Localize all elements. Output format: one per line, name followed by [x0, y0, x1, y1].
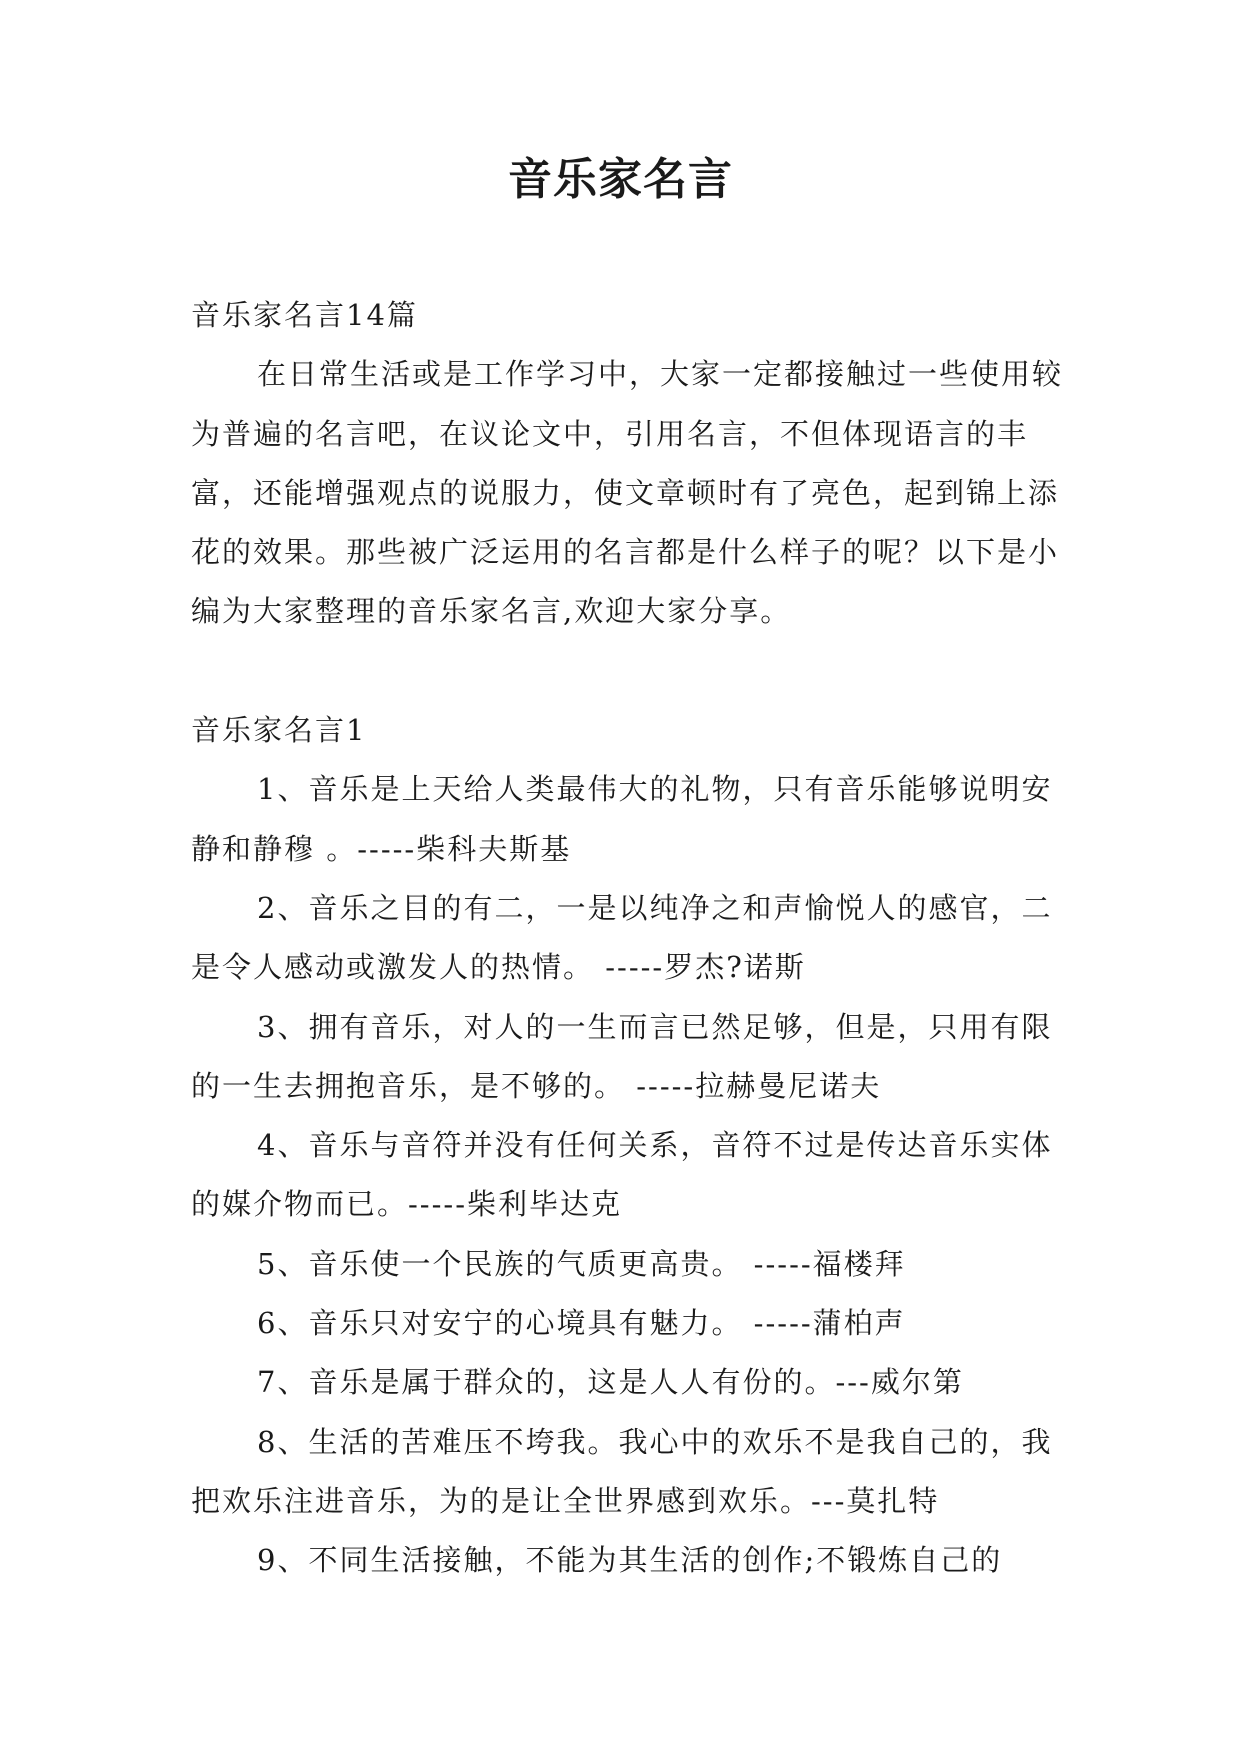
quote-paragraph: 4、音乐与音符并没有任何关系，音符不过是传达音乐实体的媒介物而已。-----柴利毕达克 [191, 1128, 1053, 1222]
quote-paragraph: 2、音乐之目的有二，一是以纯净之和声愉悦人的感官，二是令人感动或激发人的热情。 -----罗杰?诺斯 [191, 890, 1053, 985]
quote-paragraph: 6、音乐只对安宁的心境具有魅力。 -----蒲柏声 [257, 1306, 906, 1341]
quote-paragraph: 8、生活的苦难压不垮我。我心中的欢乐不是我自己的，我把欢乐注进音乐，为的是让全世界感到欢乐。---莫扎特 [191, 1424, 1053, 1518]
document-title: 音乐家名言 [508, 154, 733, 205]
intro-paragraph: 在日常生活或是工作学习中，大家一定都接触过一些使用较为普遍的名言吧，在议论文中，引用名言，不但体现语言的丰富，还能增强观点的说服力，使文章顿时有了亮色，起到锦上添花的效果。那些被广泛运用的名言都是什么样子的呢？以下是小编为大家整理的音乐家名言,欢迎大家分享。 [191, 357, 1064, 629]
paragraph-spacer [191, 642, 1071, 701]
document-body [191, 286, 1071, 1591]
section-heading: 音乐家名言1 [191, 713, 367, 748]
quote-paragraph: 1、音乐是上天给人类最伟大的礼物，只有音乐能够说明安静和静穆 。-----柴科夫斯基 [191, 772, 1053, 866]
quote-paragraph: 7、音乐是属于群众的，这是人人有份的。---威尔第 [257, 1365, 964, 1400]
subtitle: 音乐家名言14篇 [191, 298, 418, 332]
quote-paragraph: 5、音乐使一个民族的气质更高贵。 -----福楼拜 [257, 1246, 906, 1281]
quote-paragraph: 9、不同生活接触，不能为其生活的创作;不锻炼自己的 [257, 1543, 1003, 1578]
quote-paragraph: 3、拥有音乐，对人的一生而言已然足够，但是，只用有限的一生去拥抱音乐，是不够的。 -----拉赫曼尼诺夫 [191, 1009, 1053, 1103]
